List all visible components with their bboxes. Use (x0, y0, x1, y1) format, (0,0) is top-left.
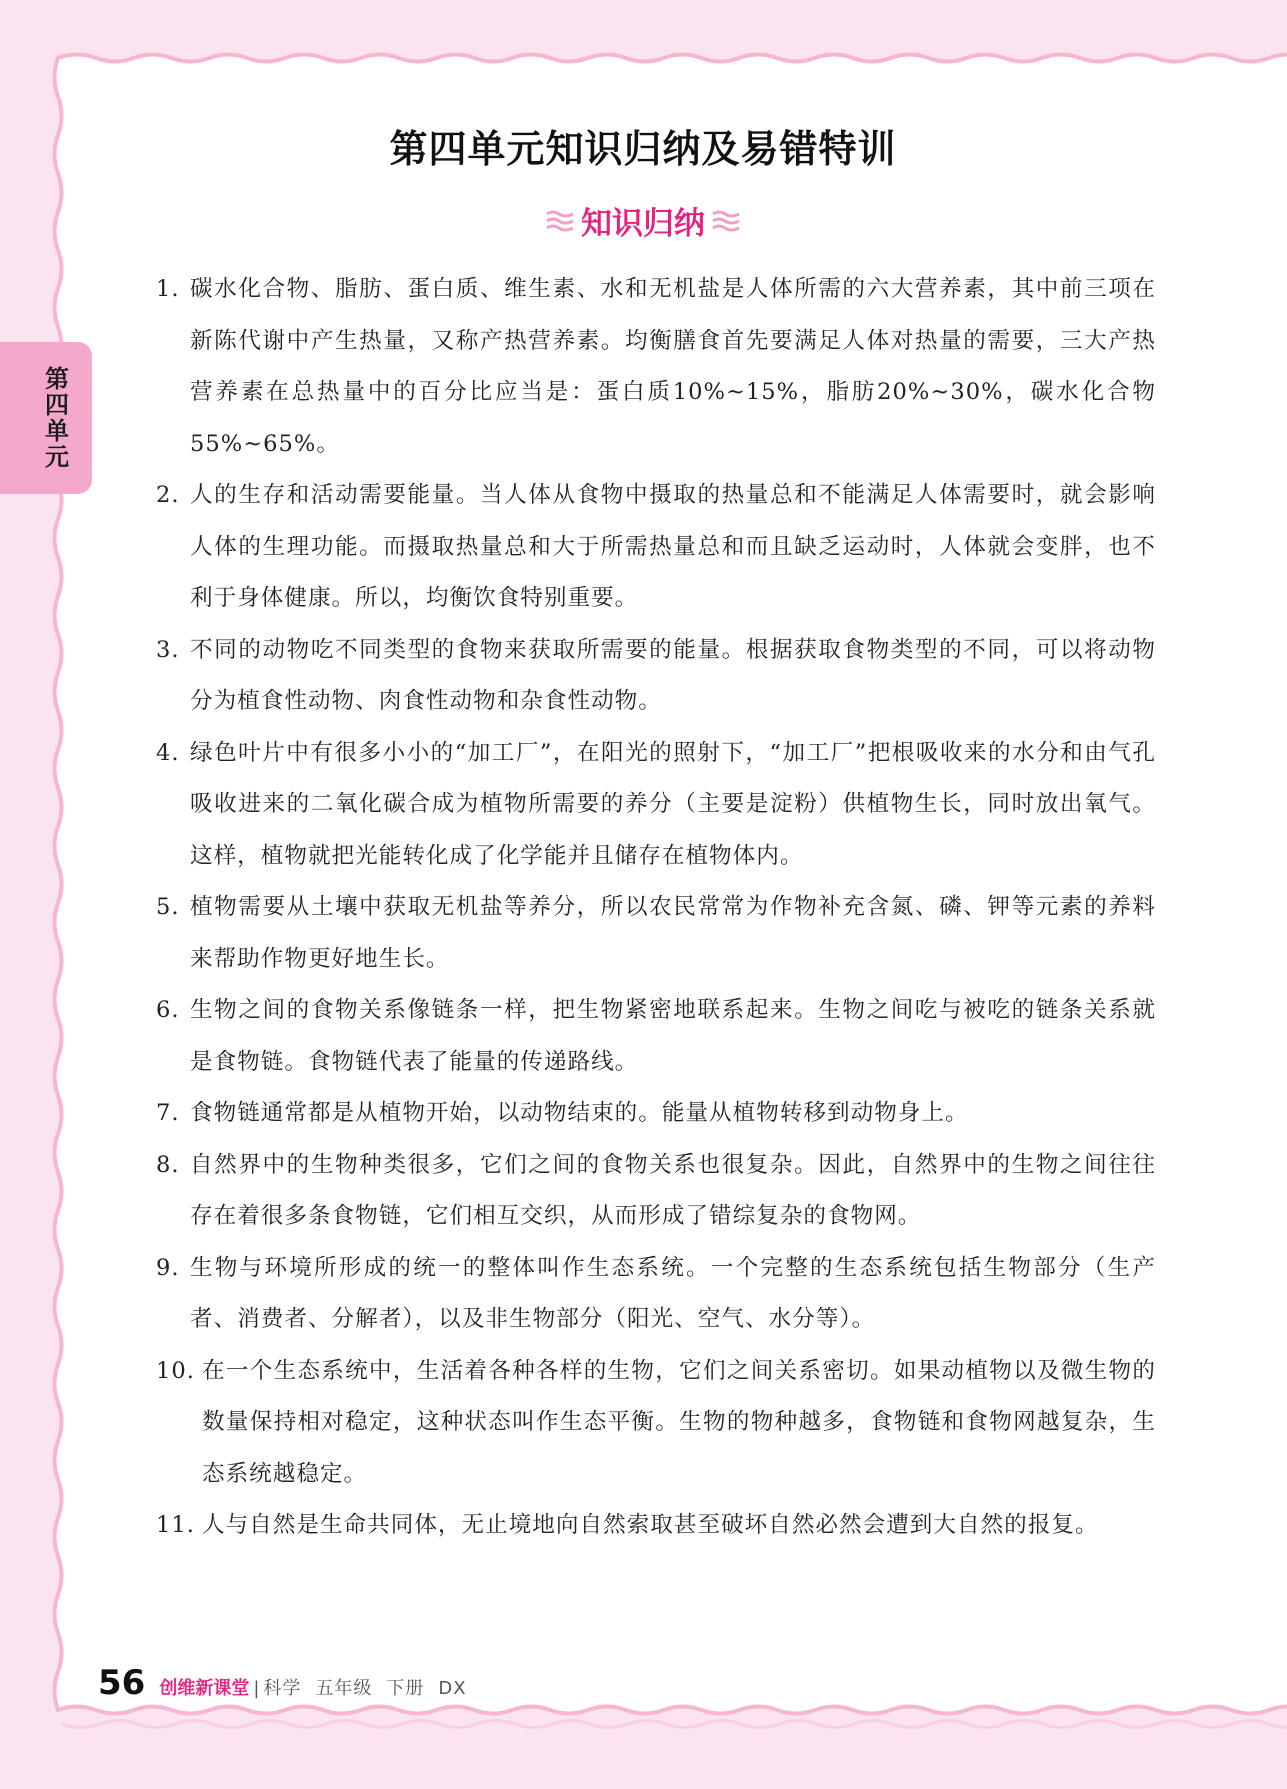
page-title: 第四单元知识归纳及易错特训 (389, 127, 897, 171)
item-number: 4. (156, 739, 180, 766)
page-footer (98, 1663, 467, 1703)
wave-icon (711, 208, 741, 234)
section-title: 知识归纳 (581, 206, 705, 242)
footer-edition: DX (438, 1678, 467, 1699)
brand-name: 创维新课堂 (159, 1678, 250, 1699)
list-item (156, 1243, 1156, 1346)
footer-grade: 五年级 (315, 1678, 373, 1699)
list-item (156, 985, 1156, 1088)
item-number: 5. (156, 894, 180, 920)
item-number: 7. (156, 1100, 180, 1126)
item-number: 11. (156, 1512, 195, 1538)
list-item (156, 470, 1156, 625)
item-text: 植物需要从土壤中获取无机盐等养分，所以农民常常为作物补充含氮、磷、钾等元素的养料来帮助作物更好地生长。 (190, 894, 1156, 972)
item-text: 生物之间的食物关系像链条一样，把生物紧密地联系起来。生物之间吃与被吃的链条关系就是食物链。食物链代表了能量的传递路线。 (190, 997, 1156, 1075)
item-text: 在一个生态系统中，生活着各种各样的生物，它们之间关系密切。如果动植物以及微生物的数量保持相对稳定，这种状态叫作生态平衡。生物的物种越多，食物链和食物网越复杂，生态系统越稳定。 (202, 1357, 1156, 1487)
list-item (156, 1500, 1156, 1552)
item-text: 人的生存和活动需要能量。当人体从食物中摄取的热量总和不能满足人体需要时，就会影响人体的生理功能。而摄取热量总和大于所需热量总和而且缺乏运动时，人体就会变胖，也不利于身体健康。所以，均衡饮食特别重要。 (190, 482, 1156, 611)
footer-separator: | (253, 1678, 260, 1699)
list-item (156, 728, 1156, 883)
list-item (156, 1088, 1156, 1140)
item-number: 8. (156, 1151, 180, 1178)
item-number: 9. (156, 1254, 180, 1281)
item-text: 绿色叶片中有很多小小的“加工厂”，在阳光的照射下，“加工厂”把根吸收来的水分和由气孔吸收进来的二氧化碳合成为植物所需要的养分（主要是淀粉）供植物生长，同时放出氧气。这样，植物就把光能转化成了化学能并且储存在植物体内。 (190, 739, 1156, 869)
item-text: 不同的动物吃不同类型的食物来获取所需要的能量。根据获取食物类型的不同，可以将动物分为植食性动物、肉食性动物和杂食性动物。 (190, 636, 1156, 714)
item-number: 10. (156, 1357, 195, 1384)
item-number: 2. (156, 482, 180, 508)
item-number: 1. (156, 276, 180, 302)
item-text: 食物链通常都是从植物开始，以动物结束的。能量从植物转移到动物身上。 (190, 1100, 969, 1126)
item-text: 生物与环境所形成的统一的整体叫作生态系统。一个完整的生态系统包括生物部分（生产者、消费者、分解者），以及非生物部分（阳光、空气、水分等）。 (190, 1254, 1156, 1332)
knowledge-list (156, 264, 1156, 1552)
list-item (156, 1140, 1156, 1243)
unit-side-tab (0, 342, 92, 494)
footer-volume: 下册 (386, 1678, 425, 1699)
item-text: 自然界中的生物种类很多，它们之间的食物关系也很复杂。因此，自然界中的生物之间往往存在着很多条食物链，它们相互交织，从而形成了错综复杂的食物网。 (190, 1151, 1156, 1229)
item-text: 人与自然是生命共同体，无止境地向自然索取甚至破坏自然必然会遭到大自然的报复。 (202, 1512, 1099, 1538)
list-item (156, 1346, 1156, 1501)
wave-icon (545, 208, 575, 234)
footer-subject: 科学 (263, 1678, 302, 1699)
unit-side-tab-label: 第四单元 (40, 366, 69, 470)
section-heading (62, 198, 1224, 243)
list-item (156, 264, 1156, 470)
item-text: 碳水化合物、脂肪、蛋白质、维生素、水和无机盐是人体所需的六大营养素，其中前三项在新陈代谢中产生热量，又称产热营养素。均衡膳食首先要满足人体对热量的需要，三大产热营养素在总热量中的百分比应当是：蛋白质10%~15%，脂肪20%~30%，碳水化合物55%~65%。 (190, 276, 1156, 457)
list-item (156, 625, 1156, 728)
page-number: 56 (98, 1663, 146, 1703)
item-number: 6. (156, 997, 180, 1023)
list-item (156, 882, 1156, 985)
item-number: 3. (156, 636, 180, 663)
